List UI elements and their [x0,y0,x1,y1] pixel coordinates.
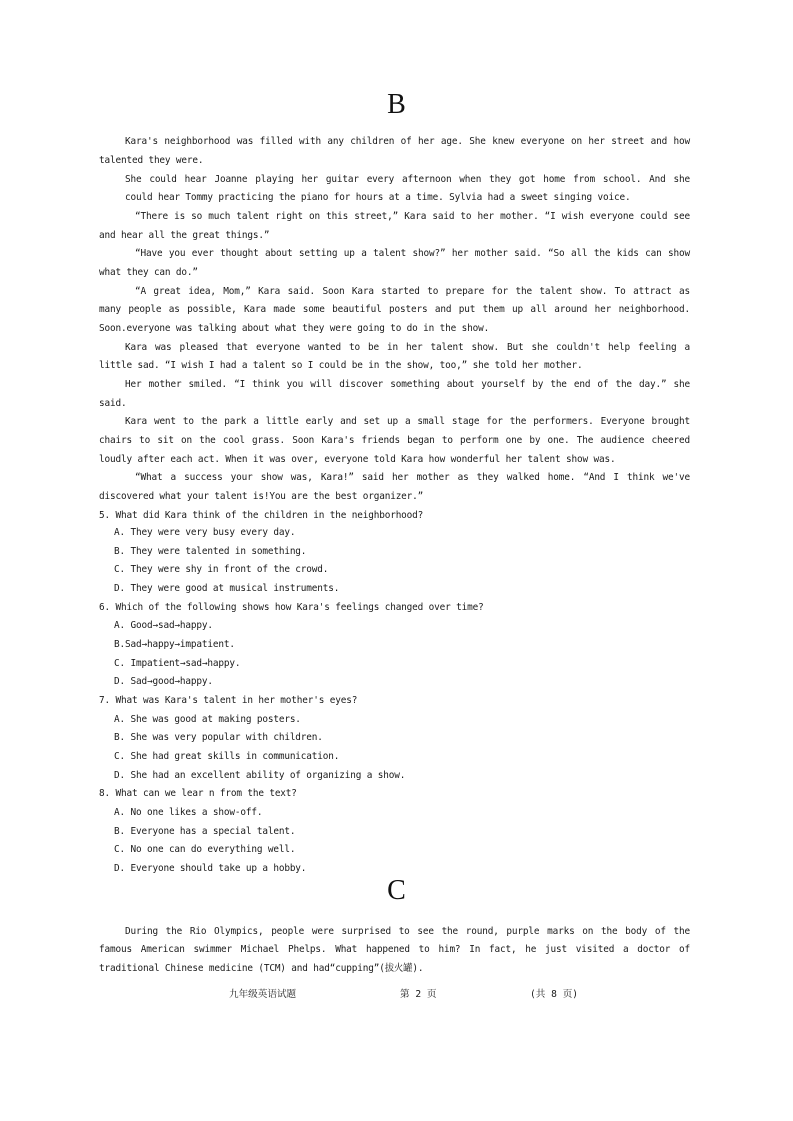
section-b-text-line: Kara went to the park a little early and set up a small stage for the performers. Everyone brought [125,416,690,427]
section-b-text-line: little sad. “I wish I had a talent so I could be in the show, too,” she told her mother. [99,360,583,371]
section-c-heading: C [387,875,406,906]
footer-exam-title: 九年级英语试题 [229,989,297,1000]
section-b-text-line: chairs to sit on the cool grass. Soon Kara's friends began to perform one by one. The audience cheered [99,435,690,446]
section-b-text-line: She could hear Joanne playing her guitar every afternoon when they got home from school. And she [125,174,690,185]
section-c-text-line: During the Rio Olympics, people were surprised to see the round, purple marks on the body of the [125,926,690,937]
section-b-text-line: “There is so much talent right on this street,” Kara said to her mother. “I wish everyone could see [135,211,690,222]
section-b-text-line: and hear all the great things.” [99,230,270,241]
footer-total-pages: (共 8 页) [530,989,579,1000]
section-b-text-line: Kara's neighborhood was filled with any children of her age. She knew everyone on her street and how [125,136,690,147]
section-b-text-line: D. They were good at musical instruments. [114,583,340,594]
section-b-text-line: B.Sad→happy→impatient. [114,639,235,650]
section-b-text-line: 7. What was Kara's talent in her mother's eyes? [99,695,358,706]
section-b-text-line: 6. Which of the following shows how Kara's feelings changed over time? [99,602,484,613]
section-b-text-line: could hear Tommy practicing the piano for hours at a time. Sylvia had a sweet singing voice. [125,192,631,203]
section-b-text-line: talented they were. [99,155,204,166]
section-b-text-line: many people as possible, Kara made some beautiful posters and put them up all around her neighborhood. [99,304,690,315]
section-b-text-line: what they can do.” [99,267,198,278]
section-b-text-line: B. She was very popular with children. [114,732,323,743]
section-b-text-line: said. [99,398,127,409]
section-b-text-line: C. Impatient→sad→happy. [114,658,241,669]
section-b-text-line: A. Good→sad→happy. [114,620,213,631]
section-b-text-line: C. They were shy in front of the crowd. [114,564,329,575]
section-b-text-line: “What a success your show was, Kara!” said her mother as they walked home. “And I think we've [135,472,690,483]
section-b-text-line: 5. What did Kara think of the children in the neighborhood? [99,510,424,521]
section-b-text-line: Her mother smiled. “I think you will discover something about yourself by the end of the day.” she [125,379,690,390]
section-b-text-line: B. Everyone has a special talent. [114,826,296,837]
section-b-text-line: B. They were talented in something. [114,546,307,557]
section-b-heading: B [387,89,406,120]
section-b-text-line: A. No one likes a show-off. [114,807,263,818]
section-b-text-line: discovered what your talent is!You are the best organizer.” [99,491,424,502]
section-c-text-line: traditional Chinese medicine (TCM) and had“cupping”(拔火罐). [99,963,424,974]
section-b-text-line: D. Everyone should take up a hobby. [114,863,307,874]
section-b-text-line: D. Sad→good→happy. [114,676,213,687]
section-b-text-line: C. She had great skills in communication. [114,751,340,762]
section-b-text-line: loudly after each act. When it was over, everyone told Kara how wonderful her talent show was. [99,454,616,465]
section-c-text-line: famous American swimmer Michael Phelps. What happened to him? In fact, he just visited a doctor of [99,944,690,955]
section-b-text-line: A. She was good at making posters. [114,714,301,725]
section-b-text-line: Soon.everyone was talking about what they were going to do in the show. [99,323,490,334]
section-b-text-line: “A great idea, Mom,” Kara said. Soon Kara started to prepare for the talent show. To attract as [135,286,690,297]
section-b-text-line: 8. What can we lear n from the text? [99,788,297,799]
section-b-text-line: A. They were very busy every day. [114,527,296,538]
section-b-text-line: Kara was pleased that everyone wanted to be in her talent show. But she couldn't help feeling a [125,342,690,353]
section-b-text-line: C. No one can do everything well. [114,844,296,855]
section-b-text-line: D. She had an excellent ability of organizing a show. [114,770,406,781]
section-b-text-line: “Have you ever thought about setting up a talent show?” her mother said. “So all the kids can show [135,248,690,259]
footer-page-number: 第 2 页 [400,989,437,1000]
